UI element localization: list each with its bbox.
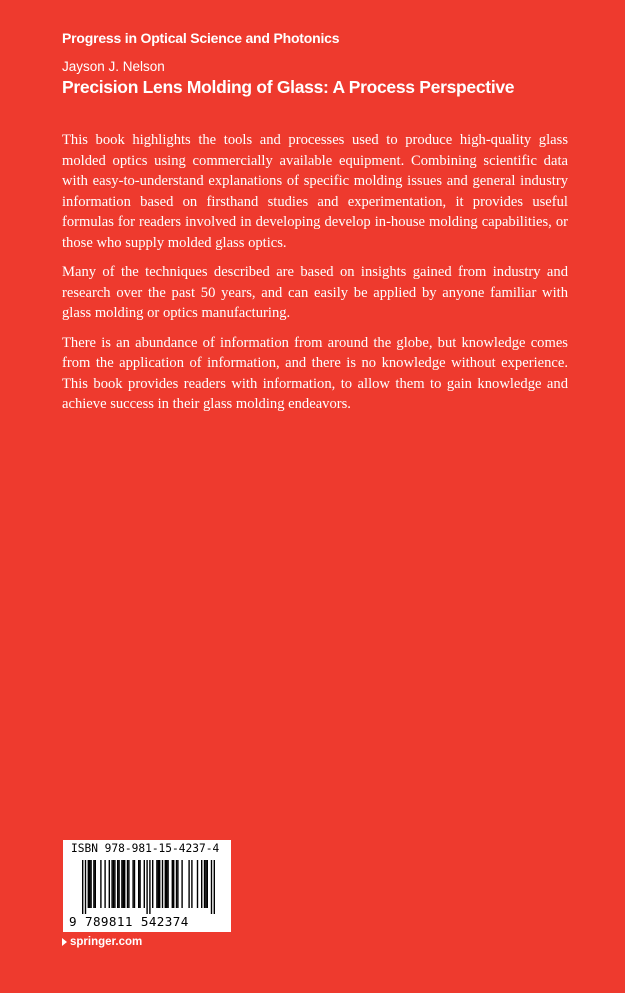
barcode-bar: [95, 860, 96, 908]
isbn-barcode-box: [63, 840, 231, 932]
barcode-bar: [118, 860, 119, 908]
barcode-bar: [156, 860, 157, 908]
barcode-bar: [111, 860, 112, 908]
barcode-bar: [113, 860, 114, 908]
barcode-bar: [211, 860, 212, 914]
barcode-bar: [93, 860, 94, 908]
barcode-bar: [123, 860, 124, 908]
barcode-bar: [85, 860, 86, 914]
barcode-bar: [146, 860, 147, 914]
barcode-bar: [149, 860, 150, 914]
series-name: Progress in Optical Science and Photonics: [62, 30, 340, 46]
ean-digits: 9 789811 542374: [69, 914, 189, 929]
barcode-bar: [201, 860, 202, 908]
barcode-bar: [172, 860, 173, 908]
barcode-bar: [138, 860, 139, 908]
publisher-url: springer.com: [70, 936, 143, 948]
barcode-bar: [88, 860, 89, 908]
barcode-bar: [158, 860, 159, 908]
barcode-bar: [128, 860, 129, 908]
barcode-bar: [100, 860, 101, 908]
barcode-bar: [144, 860, 145, 908]
barcode-bar: [205, 860, 206, 908]
barcode-bar: [166, 860, 167, 908]
isbn-label: ISBN 978-981-15-4237-4: [71, 842, 220, 855]
barcode-bar: [90, 860, 91, 908]
book-title: Precision Lens Molding of Glass: A Process Perspective: [62, 77, 515, 97]
description: [62, 130, 568, 424]
description-paragraph: There is an abundance of information from around the globe, but knowledge comes from the application of information, and there is no knowledge without experience. This book provides readers with information, to allow them to gain knowledge and achieve success in their glass molding endeavors.: [62, 334, 568, 412]
author-name: Jayson J. Nelson: [62, 59, 165, 74]
barcode-bar: [121, 860, 122, 908]
barcode-bar: [152, 860, 153, 908]
barcode-bar: [176, 860, 177, 908]
arrow-icon: [62, 938, 67, 946]
barcode: [82, 860, 225, 914]
barcode-bar: [114, 860, 115, 908]
barcode-bar: [191, 860, 192, 908]
barcode-bar: [204, 860, 205, 908]
barcode-bar: [82, 860, 83, 914]
barcode-bar: [89, 860, 90, 908]
publisher-link[interactable]: [62, 936, 142, 948]
barcode-bar: [139, 860, 140, 908]
barcode-bar: [214, 860, 215, 914]
description-paragraph: Many of the techniques described are based on insights gained from industry and research over the past 50 years, and can easily be applied by anyone familiar with glass molding or optics manufacturing.: [62, 264, 568, 321]
barcode-bar: [117, 860, 118, 908]
barcode-bar: [109, 860, 110, 908]
barcode-bar: [124, 860, 125, 908]
barcode-bar: [207, 860, 208, 908]
barcode-bar: [132, 860, 133, 908]
barcode-bar: [197, 860, 198, 908]
barcode-bar: [162, 860, 163, 908]
barcode-bar: [159, 860, 160, 908]
barcode-bar: [134, 860, 135, 908]
barcode-bar: [104, 860, 105, 908]
barcode-bar: [173, 860, 174, 908]
barcode-bar: [188, 860, 189, 908]
barcode-bar: [181, 860, 182, 908]
barcode-bar: [177, 860, 178, 908]
barcode-bar: [127, 860, 128, 908]
barcode-bar: [167, 860, 168, 908]
barcode-bar: [165, 860, 166, 908]
description-paragraph: This book highlights the tools and processes used to produce high-quality glass molded optics using commercially available equipment. Combining scientific data with easy-to-understand explanations of specific molding issues and general industry information based on firsthand studies and experimentation, it provides useful formulas for readers involved in developing develop in-house molding capabilities, or those who supply molded glass optics.: [62, 132, 568, 251]
